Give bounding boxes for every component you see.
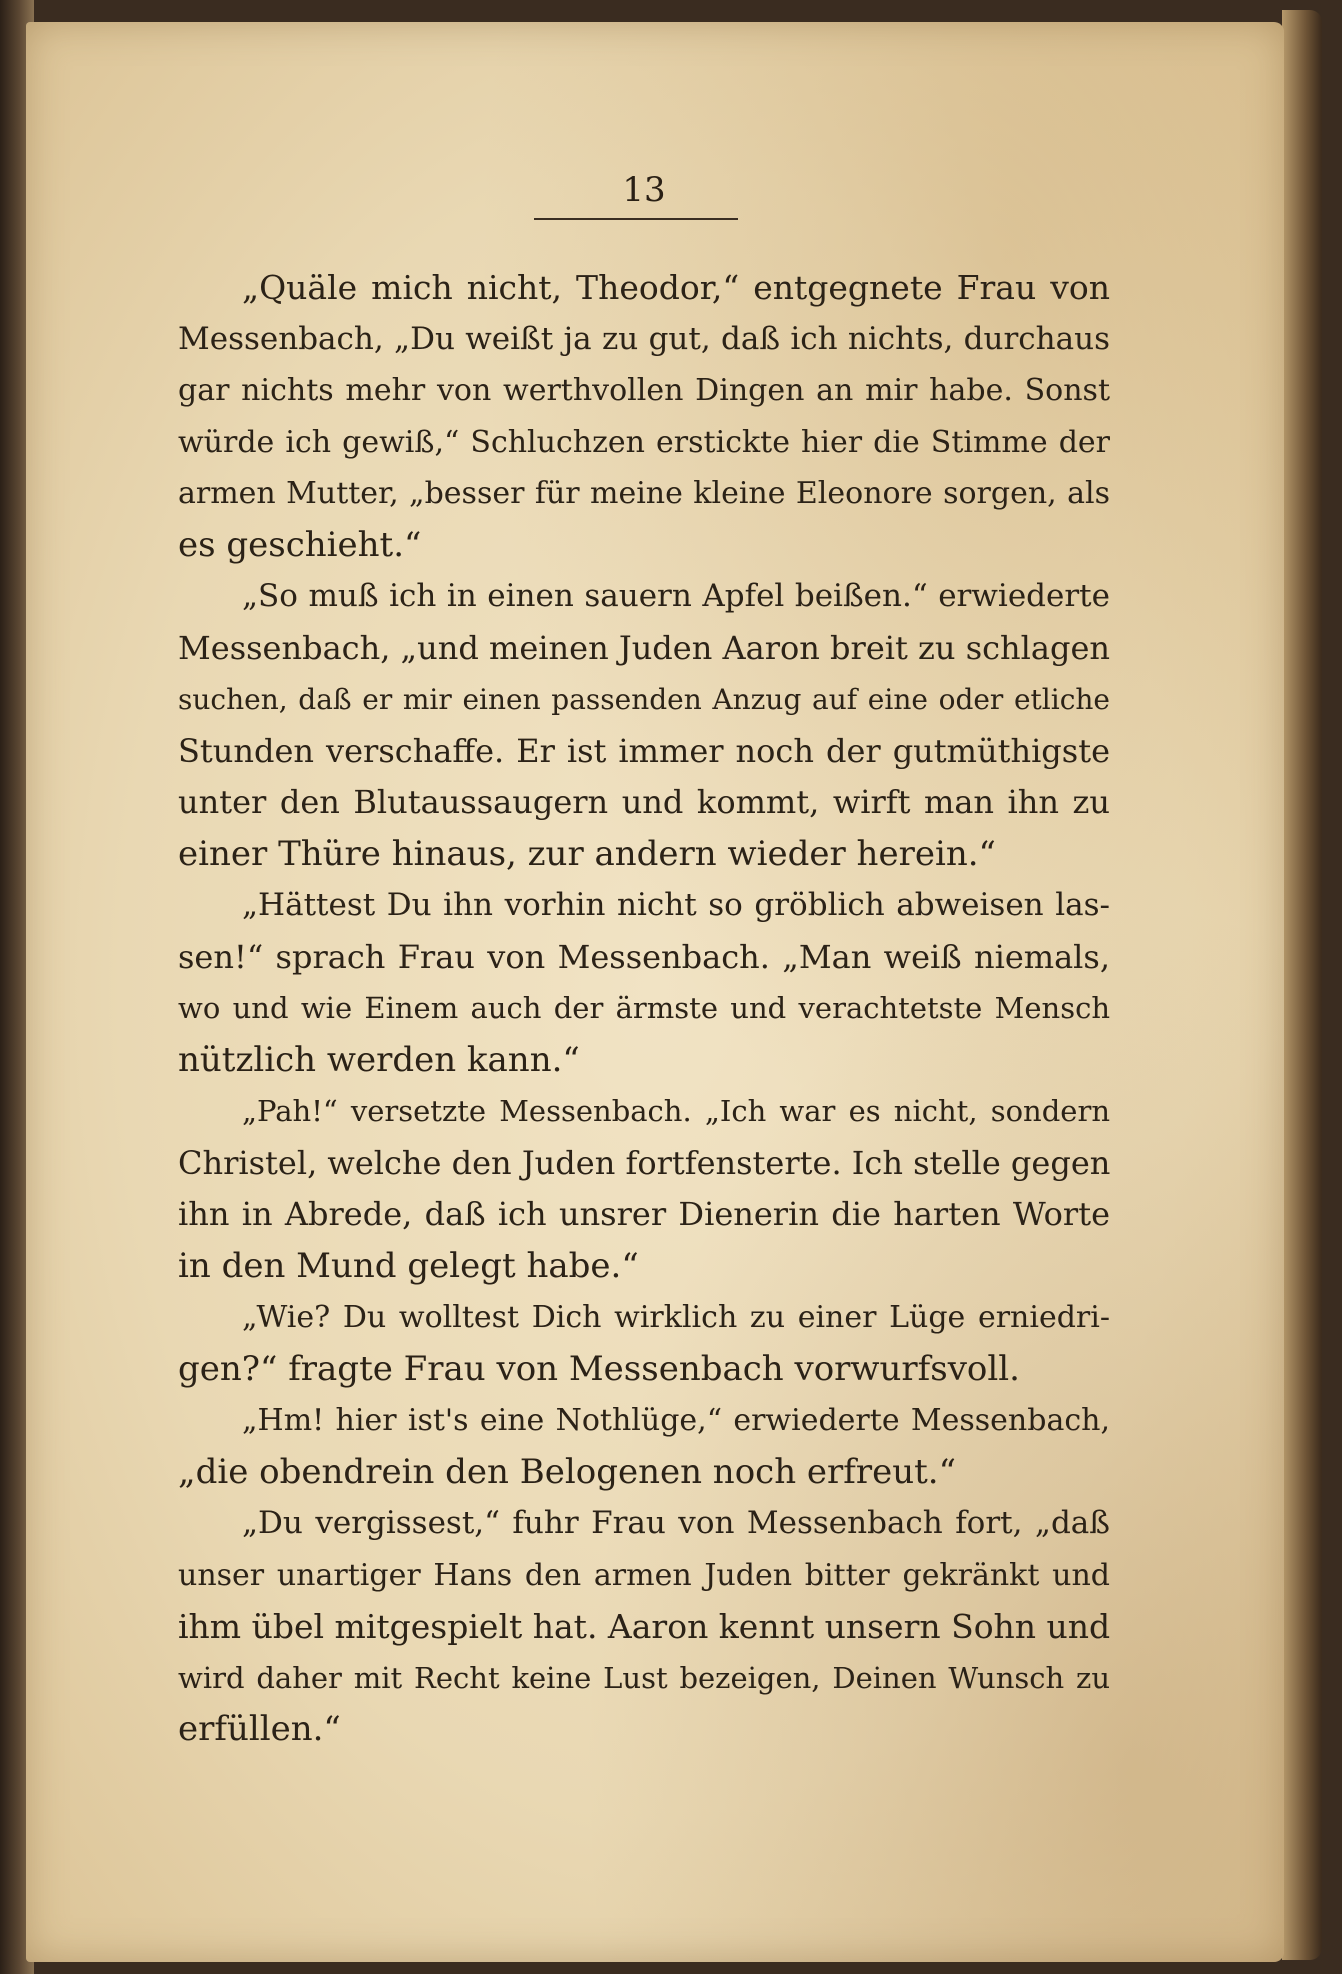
book-cover-edge [1282, 10, 1322, 1960]
text-line: nützlich werden kann.“ [178, 1039, 580, 1080]
text-line: „Hm! hier ist's eine Nothlüge,“ erwiederte Messenbach, [242, 1403, 1110, 1438]
text-line: Messenbach, „und meinen Juden Aaron breit zu schlagen [178, 628, 1110, 667]
text-line: wo und wie Einem auch der ärmste und verachtetste Mensch [178, 991, 1110, 1025]
page-number: 13 [622, 170, 666, 210]
text-line: wird daher mit Recht keine Lust bezeigen, Deinen Wunsch zu [178, 1660, 1110, 1695]
text-line: erfüllen.“ [178, 1709, 341, 1749]
text-line: „Wie? Du wolltest Dich wirklich zu einer Lüge erniedri- [242, 1300, 1110, 1335]
page-number-rule [534, 218, 738, 220]
text-line: ihn in Abrede, daß ich unsrer Dienerin die harten Worte [178, 1195, 1110, 1233]
text-line: Christel, welche den Juden fortfensterte. Ich stelle gegen [178, 1143, 1111, 1182]
text-line: unter den Blutaussaugern und kommt, wirft man ihn zu [178, 783, 1110, 821]
text-line: „die obendrein den Belogenen noch erfreut.“ [178, 1451, 956, 1492]
text-line: Messenbach, „Du weißt ja zu gut, daß ich nichts, durchaus [178, 320, 1110, 357]
text-line: in den Mund gelegt habe.“ [178, 1245, 639, 1286]
text-line: „Hättest Du ihn vorhin nicht so gröblich abweisen las- [242, 887, 1110, 923]
text-line: „Du vergissest,“ fuhr Frau von Messenbach fort, „daß [242, 1505, 1110, 1541]
text-line: „Pah!“ versetzte Messenbach. „Ich war es nicht, sondern [242, 1094, 1110, 1128]
text-line: gar nichts mehr von werthvollen Dingen an mir habe. Sonst [178, 373, 1110, 408]
text-line: gen?“ fragte Frau von Messenbach vorwurfsvoll. [178, 1348, 1020, 1389]
text-line: armen Mutter, „besser für meine kleine Eleonore sorgen, als [178, 476, 1110, 511]
text-line: einer Thüre hinaus, zur andern wieder herein.“ [178, 833, 996, 874]
text-line: suchen, daß er mir einen passenden Anzug auf eine oder etliche [178, 683, 1110, 716]
text-line: würde ich gewiß,“ Schluchzen erstickte hier die Stimme der [178, 424, 1110, 460]
text-line: Stunden verschaffe. Er ist immer noch der gutmüthigste [178, 731, 1110, 770]
text-line: „So muß ich in einen sauern Apfel beißen.“ erwiederte [242, 578, 1110, 614]
text-line: „Quäle mich nicht, Theodor,“ entgegnete Frau von [242, 268, 1110, 307]
text-line: sen!“ sprach Frau von Messenbach. „Man weiß niemals, [178, 937, 1110, 976]
text-line: unser unartiger Hans den armen Juden bitter gekränkt und [178, 1557, 1110, 1593]
text-line: es geschieht.“ [178, 524, 422, 565]
body-text [178, 262, 1110, 1756]
text-line: ihm übel mitgespielt hat. Aaron kennt unsern Sohn und [178, 1607, 1111, 1646]
paper-page [26, 22, 1284, 1962]
